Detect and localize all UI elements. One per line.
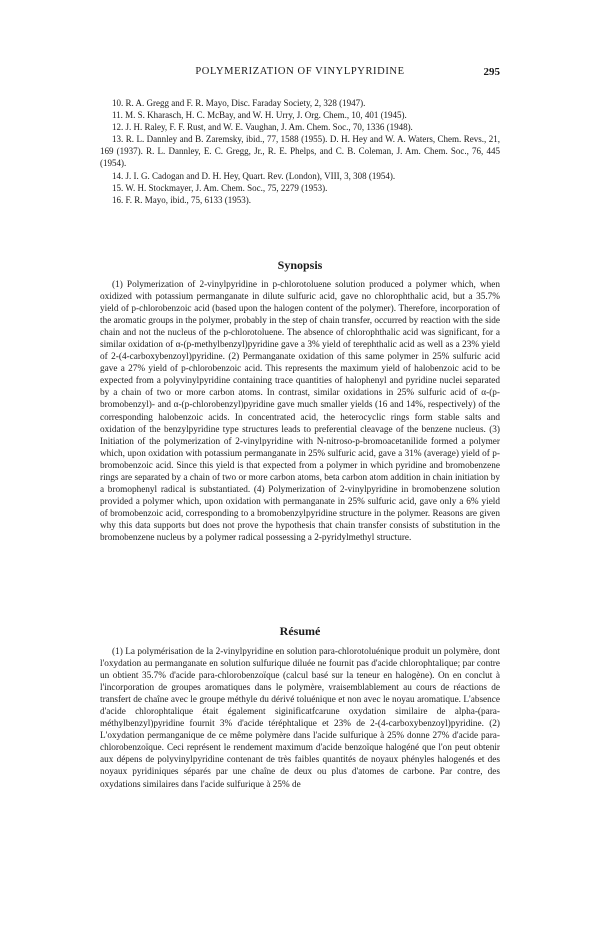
page-number: 295: [483, 66, 500, 78]
reference-item: 15. W. H. Stockmayer, J. Am. Chem. Soc., 75, 2279 (1953).: [112, 182, 328, 193]
reference-item: 13. R. L. Dannley and B. Zaremsky, ibid., 77, 1588 (1955). D. H. Hey and W. A. Waters, Chem. Revs., 21, 169 (1937). R. L. Dannley, E. C. Gregg, Jr., R. E. Phelps, and C. B. Coleman, J. Am. Chem. Soc., 76, 445 (1954).: [100, 134, 500, 169]
reference-item: 11. M. S. Kharasch, H. C. McBay, and W. H. Urry, J. Org. Chem., 10, 401 (1945).: [112, 110, 407, 121]
reference-item: 14. J. I. G. Cadogan and D. H. Hey, Quart. Rev. (London), VIII, 3, 308 (1954).: [112, 170, 396, 181]
running-title: POLYMERIZATION OF VINYLPYRIDINE: [195, 66, 405, 77]
reference-list: [100, 97, 500, 206]
synopsis-paragraph: (1) Polymerization of 2-vinylpyridine in p-chlorotoluene solution produced a polymer which, when oxidized with potassium permanganate in dilute sulfuric acid, gave no chlorophthalic acid, but a 35.7% yield of p-chlorobenzoic acid (based upon the halogen content of the polymer). Therefore, incorporation of the aromatic groups in the polymer, probably in the step of chain transfer, occurred by reaction with the side chain and not the nucleus of the p-chlorotoluene. The absence of chlorophthalic acid was significant, for a similar oxidation of α-(p-methylbenzyl)pyridine gave a 3% yield of terephthalic acid as well as a 23% yield of 2-(4-carboxybenzoyl)pyridine. (2) Permanganate oxidation of this same polymer in 25% sulfuric acid gave a 27% yield of p-chlorobenzoic acid. This represents the maximum yield of halobenzoic acid to be expected from a polyvinylpyridine containing trace quantities of halophenyl and pyridine nuclei separated by a chain of two or more carbon atoms. In contrast, similar oxidations in 25% sulfuric acid of α-(p-bromobenzyl)- and α-(p-chlorobenzyl)pyridine gave much smaller yields (16 and 14%, respectively) of the corresponding halobenzoic acids. In concentrated acid, the heterocyclic rings form stable salts and oxidation of the benzylpyridine type structures leads to preferential cleavage of the benzene nucleus. (3) Initiation of the polymerization of 2-vinylpyridine with N-nitroso-p-bromoacetanilide formed a polymer which, upon oxidation with potassium permanganate in 25% sulfuric acid, gave a 31% (average) yield of p-bromobenzoic acid. Since this yield is that expected from a polymer in which pyridine and bromobenzene rings are separated by a chain of two or more carbon atoms, beta carbon atom addition in chain initiation by a bromophenyl radical is substantiated. (4) Polymerization of 2-vinylpyridine in bromobenzene solution provided a polymer which, upon oxidation with permanganate in 25% sulfuric acid, gave only a 6% yield of bromobenzoic acid, corresponding to a bromobenzylpyridine structure in the polymer. Reasons are given why this data supports but does not prove the hypothesis that chain transfer consists of substitution in the bromobenzene nucleus by a polymer radical possessing a 2-pyridylmethyl structure.: [100, 280, 500, 543]
reference-item: 12. J. H. Raley, F. F. Rust, and W. E. Vaughan, J. Am. Chem. Soc., 70, 1336 (1948).: [112, 122, 413, 133]
reference-item: 16. F. R. Mayo, ibid., 75, 6133 (1953).: [112, 194, 252, 205]
synopsis-heading: Synopsis: [277, 258, 323, 272]
resume-heading: Résumé: [279, 624, 321, 638]
resume-paragraph: (1) La polymérisation de la 2-vinylpyridine en solution para-chlorotoluénique produit un polymère, dont l'oxydation au permanganate en solution sulfurique diluée ne fournit pas d'acide chlorophtalique; par contre un obtient 35.7% d'acide para-chlorobenzoïque (calcul basé sur la teneur en halogène). On en conclut à l'incorporation de groupes aromatiques dans le polymère, vraisemblablement au cours de réactions de transfert de chaîne avec le groupe méthyle du dérivé toluénique et non avec le noyau aromatique. L'absence d'acide chlorophtalique était également siginificatfcarune oxydation similaire de alpha-(para-méthylbenzyl)pyridine fournit 3% d'acide téréphtalique et 23% de 2-(4-carboxybenzoyl)pyridine. (2) L'oxydation permanganique de ce même polymère dans l'acide sulfurique à 25% donne 27% d'acide para-chlorobenzoïque. Ceci représent le rendement maximum d'acide benzoïque halogéné que l'on peut obtenir aux dépens de polyvinylpyridine contenant de très faibles quantités de noyaux phényles halogenés et des noyaux pyridiniques séparés par une chaîne de deux ou plus d'atomes de carbone. Par contre, des oxydations similaires dans l'acide sulfurique à 25% de: [100, 647, 500, 790]
reference-item: 10. R. A. Gregg and F. R. Mayo, Disc. Faraday Society, 2, 328 (1947).: [112, 98, 366, 108]
page-header: [100, 66, 500, 82]
